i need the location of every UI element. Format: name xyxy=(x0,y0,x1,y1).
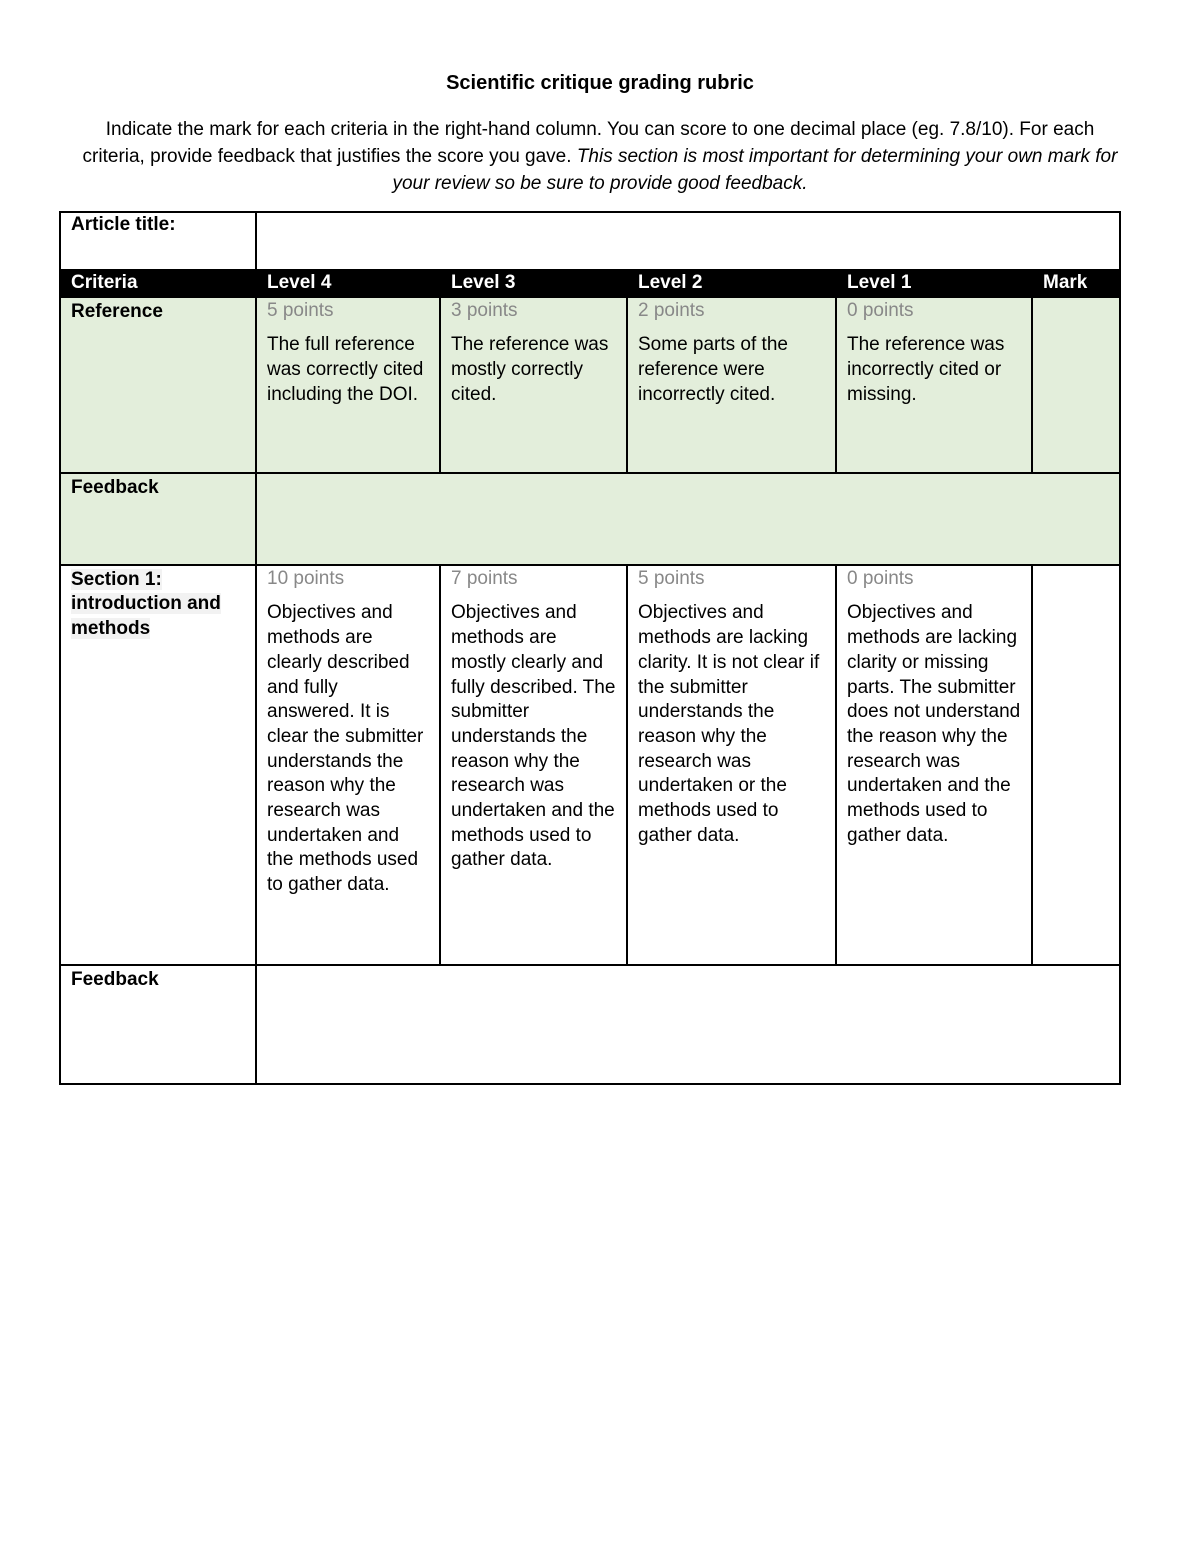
header-level-4: Level 4 xyxy=(256,270,440,297)
mark-field-section-1[interactable] xyxy=(1032,565,1120,965)
level-description: The reference was mostly correctly cited. xyxy=(451,334,609,405)
level-description: Objectives and methods are clearly described and fully answered. It is clear the submitter understands the reason why the research was undertaken and the methods used to gather data. xyxy=(267,602,424,896)
level-2-cell xyxy=(627,297,836,473)
header-level-2: Level 2 xyxy=(627,270,836,297)
criteria-row-section-1 xyxy=(60,565,1120,965)
instructions-text: Indicate the mark for each criteria in the right-hand column. You can score to one decimal place (eg. 7.8/10). For each criteria, provide feedback that justifies the score you gave. xyxy=(82,119,1095,167)
feedback-label: Feedback xyxy=(60,473,256,565)
level-4-cell xyxy=(256,565,440,965)
feedback-row-section-1 xyxy=(60,965,1120,1084)
level-2-cell xyxy=(627,565,836,965)
level-description: Objectives and methods are lacking clarity or missing parts. The submitter does not understand the reason why the research was undertaken and the methods used to gather data. xyxy=(847,602,1021,846)
level-description: Some parts of the reference were incorrectly cited. xyxy=(638,334,788,405)
level-1-cell xyxy=(836,565,1032,965)
criteria-row-reference xyxy=(60,297,1120,473)
level-3-cell xyxy=(440,565,627,965)
page-title: Scientific critique grading rubric xyxy=(446,72,754,94)
level-points: 3 points xyxy=(451,299,518,321)
level-points: 7 points xyxy=(451,567,518,589)
level-description: Objectives and methods are mostly clearly and fully described. The submitter understands the reason why the research was undertaken and the methods used to gather data. xyxy=(451,602,616,871)
header-level-3: Level 3 xyxy=(440,270,627,297)
level-points: 2 points xyxy=(638,299,705,321)
criteria-label-text: Section 1: introduction and methods xyxy=(71,568,221,640)
header-level-1: Level 1 xyxy=(836,270,1032,297)
rubric-table xyxy=(59,211,1121,1085)
criteria-label xyxy=(60,565,256,965)
header-mark: Mark xyxy=(1032,270,1120,297)
level-description: The full reference was correctly cited including the DOI. xyxy=(267,334,424,405)
level-3-cell xyxy=(440,297,627,473)
level-description: The reference was incorrectly cited or missing. xyxy=(847,334,1005,405)
header-criteria: Criteria xyxy=(60,270,256,297)
criteria-label: Reference xyxy=(60,297,256,473)
level-description: Objectives and methods are lacking clarity. It is not clear if the submitter understands the reason why the research was undertaken or the methods used to gather data. xyxy=(638,602,820,846)
instructions xyxy=(80,116,1120,197)
level-points: 5 points xyxy=(638,567,705,589)
header-row xyxy=(60,270,1120,297)
feedback-field-section-1[interactable] xyxy=(256,965,1120,1084)
feedback-field-reference[interactable] xyxy=(256,473,1120,565)
feedback-label: Feedback xyxy=(60,965,256,1084)
instructions-emphasis: This section is most important for determining your own mark for your review so be sure to provide good feedback. xyxy=(392,146,1118,194)
level-points: 0 points xyxy=(847,567,914,589)
level-points: 5 points xyxy=(267,299,334,321)
article-title-label: Article title: xyxy=(60,212,256,270)
level-1-cell xyxy=(836,297,1032,473)
article-title-field[interactable] xyxy=(256,212,1120,270)
feedback-row-reference xyxy=(60,473,1120,565)
level-points: 0 points xyxy=(847,299,914,321)
level-4-cell xyxy=(256,297,440,473)
level-points: 10 points xyxy=(267,567,345,589)
mark-field-reference[interactable] xyxy=(1032,297,1120,473)
article-title-row xyxy=(60,212,1120,270)
